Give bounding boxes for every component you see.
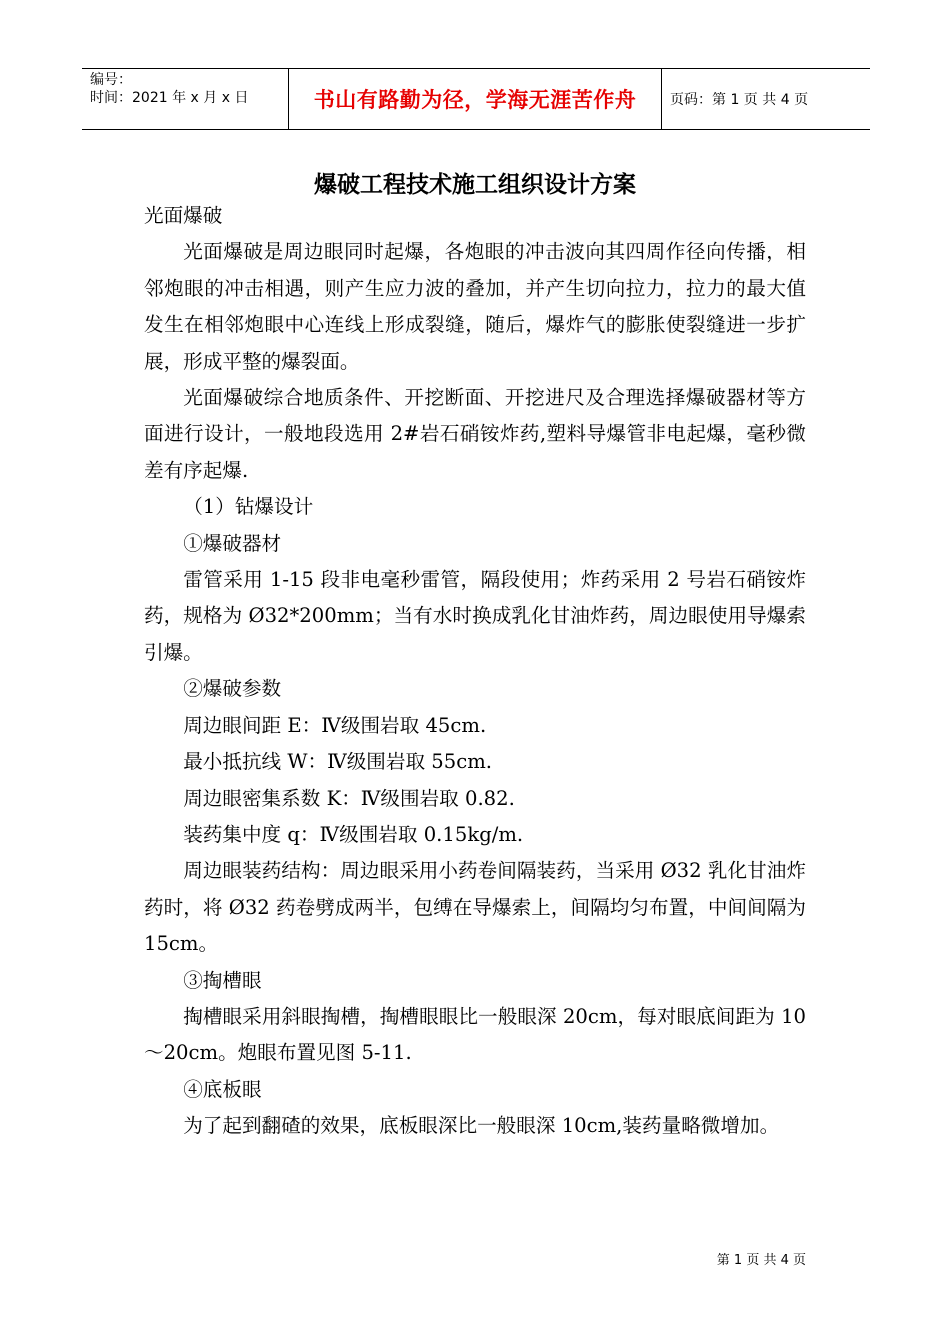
time-label: 时间：2021 年 x 月 x 日	[90, 90, 249, 106]
number-label: 编号：	[90, 72, 132, 88]
section-heading: 光面爆破	[144, 204, 223, 227]
header-page-label: 页码：第 1 页 共 4 页	[670, 92, 809, 108]
header-motto: 书山有路勤为径，学海无涯苦作舟	[289, 69, 662, 129]
parameter-line: 装药集中度 q：Ⅳ级围岩取 0.15kg/m.	[183, 822, 524, 846]
paragraph: 光面爆破综合地质条件、开挖断面、开挖进尺及合理选择爆破器材等方面进行设计，一般地段选用 2#岩石硝铵炸药,塑料导爆管非电起爆，毫秒微差有序起爆.	[144, 386, 806, 482]
item-heading: ②爆破参数	[183, 677, 282, 701]
parameter-line: 周边眼密集系数 K：Ⅳ级围岩取 0.82.	[183, 786, 515, 810]
header-table	[82, 68, 870, 130]
document-body	[144, 198, 806, 1145]
subsection-heading: （1）钻爆设计	[183, 495, 314, 519]
paragraph: 为了起到翻碴的效果，底板眼深比一般眼深 10cm,装药量略微增加。	[183, 1114, 780, 1138]
paragraph: 雷管采用 1-15 段非电毫秒雷管，隔段使用；炸药采用 2 号岩石硝铵炸药，规格为 Ø32*200mm；当有水时换成乳化甘油炸药，周边眼使用导爆索引爆。	[144, 568, 806, 664]
header-meta	[82, 69, 289, 129]
item-heading: ③掏槽眼	[183, 968, 262, 992]
paragraph: 周边眼装药结构：周边眼采用小药卷间隔装药，当采用 Ø32 乳化甘油炸药时，将 Ø32 药卷劈成两半，包缚在导爆索上，间隔均匀布置，中间间隔为 15cm。	[144, 859, 806, 956]
page-footer: 第 1 页 共 4 页	[716, 1253, 806, 1268]
item-heading: ④底板眼	[183, 1077, 262, 1101]
document-title: 爆破工程技术施工组织设计方案	[314, 172, 636, 198]
paragraph: 掏槽眼采用斜眼掏槽，掏槽眼眼比一般眼深 20cm，每对眼底间距为 10～20cm。炮眼布置见图 5-11.	[144, 1004, 806, 1065]
paragraph: 光面爆破是周边眼同时起爆，各炮眼的冲击波向其四周作径向传播，相邻炮眼的冲击相遇，则产生应力波的叠加，并产生切向拉力，拉力的最大值发生在相邻炮眼中心连线上形成裂缝，随后，爆炸气的膨胀使裂缝进一步扩展，形成平整的爆裂面。	[144, 240, 806, 373]
parameter-line: 周边眼间距 E：Ⅳ级围岩取 45cm.	[183, 713, 487, 737]
item-heading: ①爆破器材	[183, 531, 282, 555]
parameter-line: 最小抵抗线 W：Ⅳ级围岩取 55cm.	[183, 750, 493, 774]
